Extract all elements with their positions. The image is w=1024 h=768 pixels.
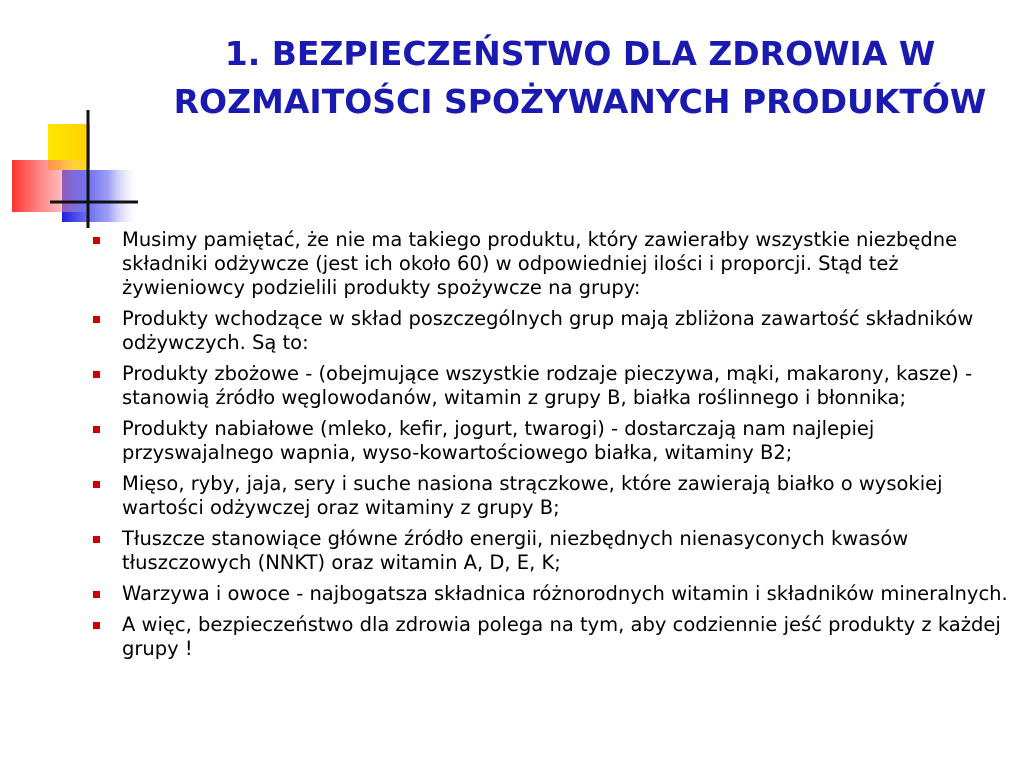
bullet-text: Mięso, ryby, jaja, sery i suche nasiona strączkowe, które zawierają białko o wysokiej wartości odżywczej oraz witaminy z grupy B; (122, 472, 943, 519)
bullet-item (88, 228, 1018, 300)
bullet-square-icon (93, 481, 100, 488)
bullet-square-icon (93, 536, 100, 543)
bullet-list (88, 228, 1018, 668)
bullet-item (88, 527, 1018, 575)
bullet-text: Tłuszcze stanowiące główne źródło energii, niezbędnych nienasyconych kwasów tłuszczowych (NNKT) oraz witamin A, D, E, K; (122, 527, 909, 574)
bullet-square-icon (93, 622, 100, 629)
bullet-text: Musimy pamiętać, że nie ma takiego produktu, który zawierałby wszystkie niezbędne składniki odżywcze (jest ich około 60) w odpowiedniej ilości i proporcji. Stąd też żywieniowcy podzielili produkty spożywcze na grupy: (122, 228, 958, 299)
bullet-item (88, 417, 1018, 465)
bullet-item (88, 613, 1018, 661)
bullet-item (88, 472, 1018, 520)
bullet-square-icon (93, 426, 100, 433)
bullet-text: Warzywa i owoce - najbogatsza składnica różnorodnych witamin i składników mineralnych. (122, 582, 1008, 605)
bullet-text: Produkty nabiałowe (mleko, kefir, jogurt, twarogi) - dostarczają nam najlepiej przyswajalnego wapnia, wyso-kowartościowego białka, witaminy B2; (122, 417, 875, 464)
slide-title (150, 30, 1010, 126)
decorative-squares-graphic (0, 0, 160, 240)
title-text: BEZPIECZEŃSTWO DLA ZDROWIA W ROZMAITOŚCI SPOŻYWANYCH PRODUKTÓW (173, 34, 987, 121)
bullet-text: Produkty wchodzące w skład poszczególnych grup mają zbliżona zawartość składników odżywczych. Są to: (122, 307, 974, 354)
bullet-square-icon (93, 237, 100, 244)
bullet-text: Produkty zbożowe - (obejmujące wszystkie rodzaje pieczywa, mąki, makarony, kasze) - stanowią źródło węglowodanów, witamin z grupy B, białka roślinnego i błonnika; (122, 362, 973, 409)
bullet-square-icon (93, 371, 100, 378)
bullet-item (88, 582, 1018, 606)
decor-red-square (12, 160, 90, 212)
bullet-item (88, 307, 1018, 355)
bullet-square-icon (93, 591, 100, 598)
bullet-item (88, 362, 1018, 410)
bullet-square-icon (93, 316, 100, 323)
bullet-text: A więc, bezpieczeństwo dla zdrowia polega na tym, aby codziennie jeść produkty z każdej grupy ! (122, 613, 1001, 660)
title-number: 1. (224, 34, 261, 73)
